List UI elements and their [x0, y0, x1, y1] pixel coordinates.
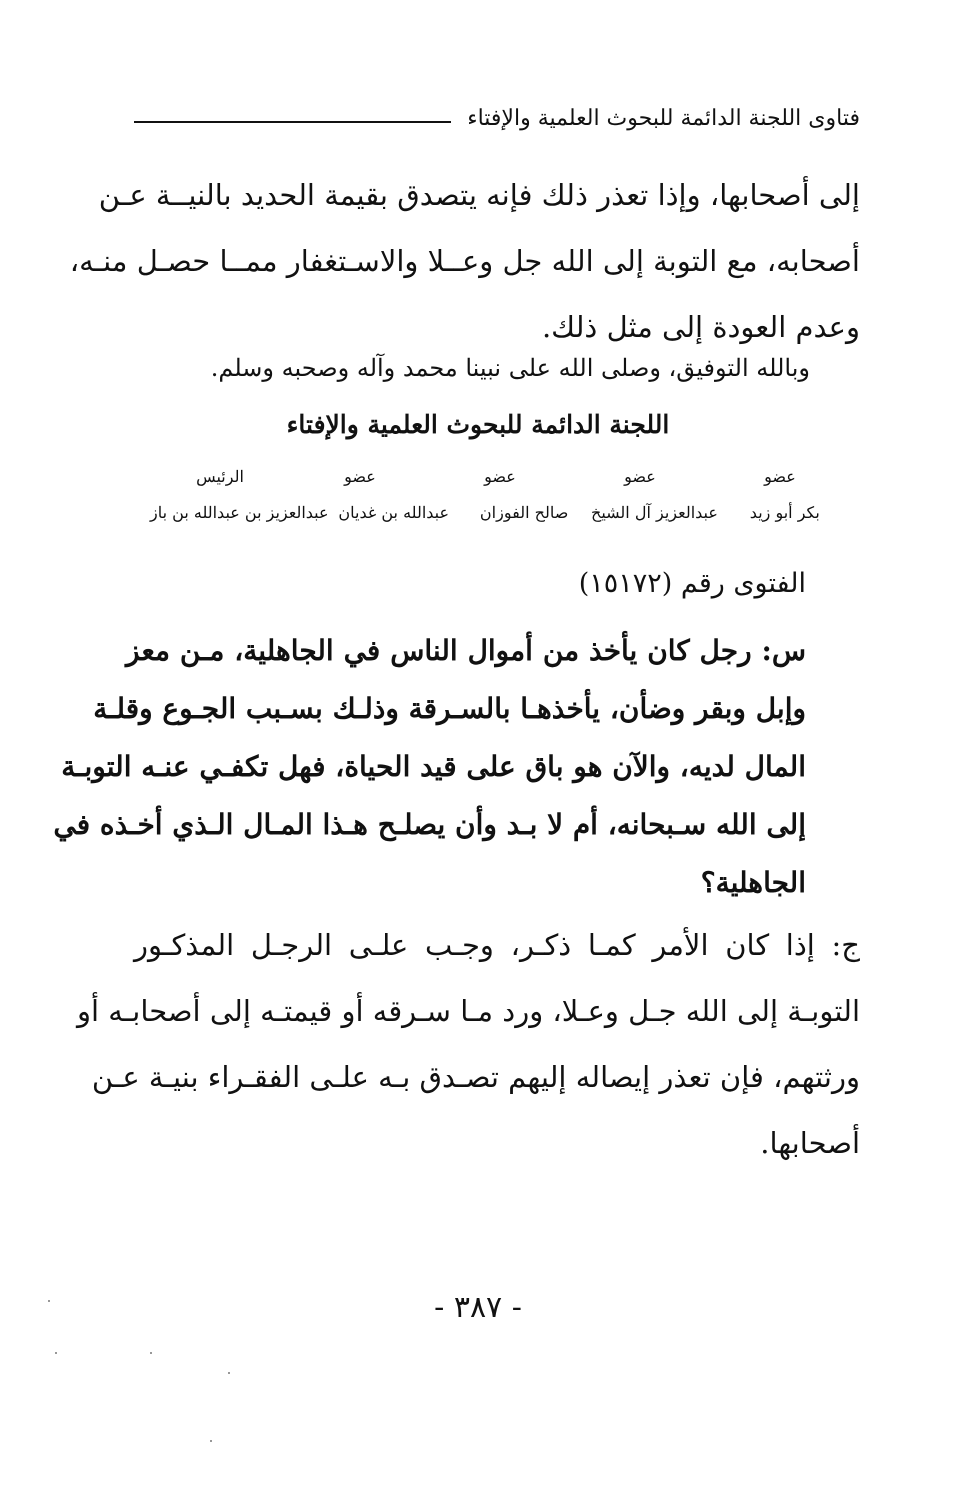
question-line: س: رجل كان يأخذ من أموال الناس في الجاهلية، مـن معز: [126, 634, 806, 667]
answer-line: ج: إذا كان الأمر كمـا ذكـر، وجـب علـى الرجـل المذكـور: [134, 928, 860, 962]
committee-title: اللجنة الدائمة للبحوث العلمية والإفتاء: [286, 410, 670, 439]
scan-speck: [55, 1352, 57, 1354]
running-header: [134, 98, 860, 138]
page-number: - ٣٨٧ -: [434, 1290, 522, 1325]
scan-speck: [228, 1372, 230, 1374]
signatory-roles-row: [150, 460, 850, 492]
intro-line: إلى أصحابها، وإذا تعذر ذلك فإنه يتصدق بقيمة الحديد بالنيــة عـن: [98, 178, 860, 212]
header-rule: [134, 121, 451, 123]
signatory-role: عضو: [344, 466, 376, 486]
signatory-names-row: [150, 492, 850, 532]
closing-prayer: وبالله التوفيق، وصلى الله على نبينا محمد وآله وصحبه وسلم.: [210, 354, 810, 382]
scan-speck: [150, 1352, 152, 1354]
intro-paragraph: [69, 162, 860, 360]
answer-line: أصحابها.: [760, 1126, 860, 1160]
signatory-name: عبدالعزيز بن عبدالله بن باز: [150, 502, 329, 522]
scan-speck: [210, 1440, 212, 1442]
header-title: فتاوى اللجنة الدائمة للبحوث العلمية والإفتاء: [467, 105, 860, 131]
signatory-name: عبدالعزيز آل الشيخ: [591, 502, 718, 522]
question-line: الجاهلية؟: [700, 866, 806, 899]
signatory-role: عضو: [484, 466, 516, 486]
question-paragraph: [53, 622, 806, 912]
signatory-name: عبدالله بن غديان: [338, 502, 450, 522]
intro-line: أصحابه، مع التوبة إلى الله جل وعــلا والاسـتغفار ممــا حصـل منـه،: [69, 244, 860, 278]
scan-speck: [48, 1300, 50, 1302]
signatory-name: صالح الفوزان: [479, 502, 569, 522]
signatory-role: عضو: [764, 466, 796, 486]
question-line: المال لديه، والآن هو باق على قيد الحياة، فهل تكفـي عنـه التوبـة: [61, 750, 806, 783]
question-line: وإبل وبقر وضأن، يأخذهـا بالسـرقة وذلـك بسـبب الجـوع وقلـة: [93, 692, 806, 725]
question-line: إلى الله سـبحانه، أم لا بـد وأن يصلـح هـذا المـال الـذي أخـذه في: [53, 808, 806, 841]
answer-line: التوبـة إلى الله جـل وعـلا، ورد مـا سـرقه أو قيمتـه إلى أصحابـه أو: [76, 994, 860, 1028]
signatory-role: الرئيس: [196, 466, 244, 486]
signatory-role: عضو: [624, 466, 656, 486]
signatory-name: بكر أبو زيد: [749, 502, 820, 522]
fatwa-number: الفتوى رقم (١٥١٧٢): [578, 568, 806, 599]
signatories-table: [150, 460, 850, 532]
answer-paragraph: [76, 912, 860, 1176]
answer-line: ورثتهم، فإن تعذر إيصاله إليهم تصـدق بـه علـى الفقـراء بنيـة عـن: [91, 1060, 860, 1094]
intro-line: وعدم العودة إلى مثل ذلك.: [541, 310, 860, 344]
